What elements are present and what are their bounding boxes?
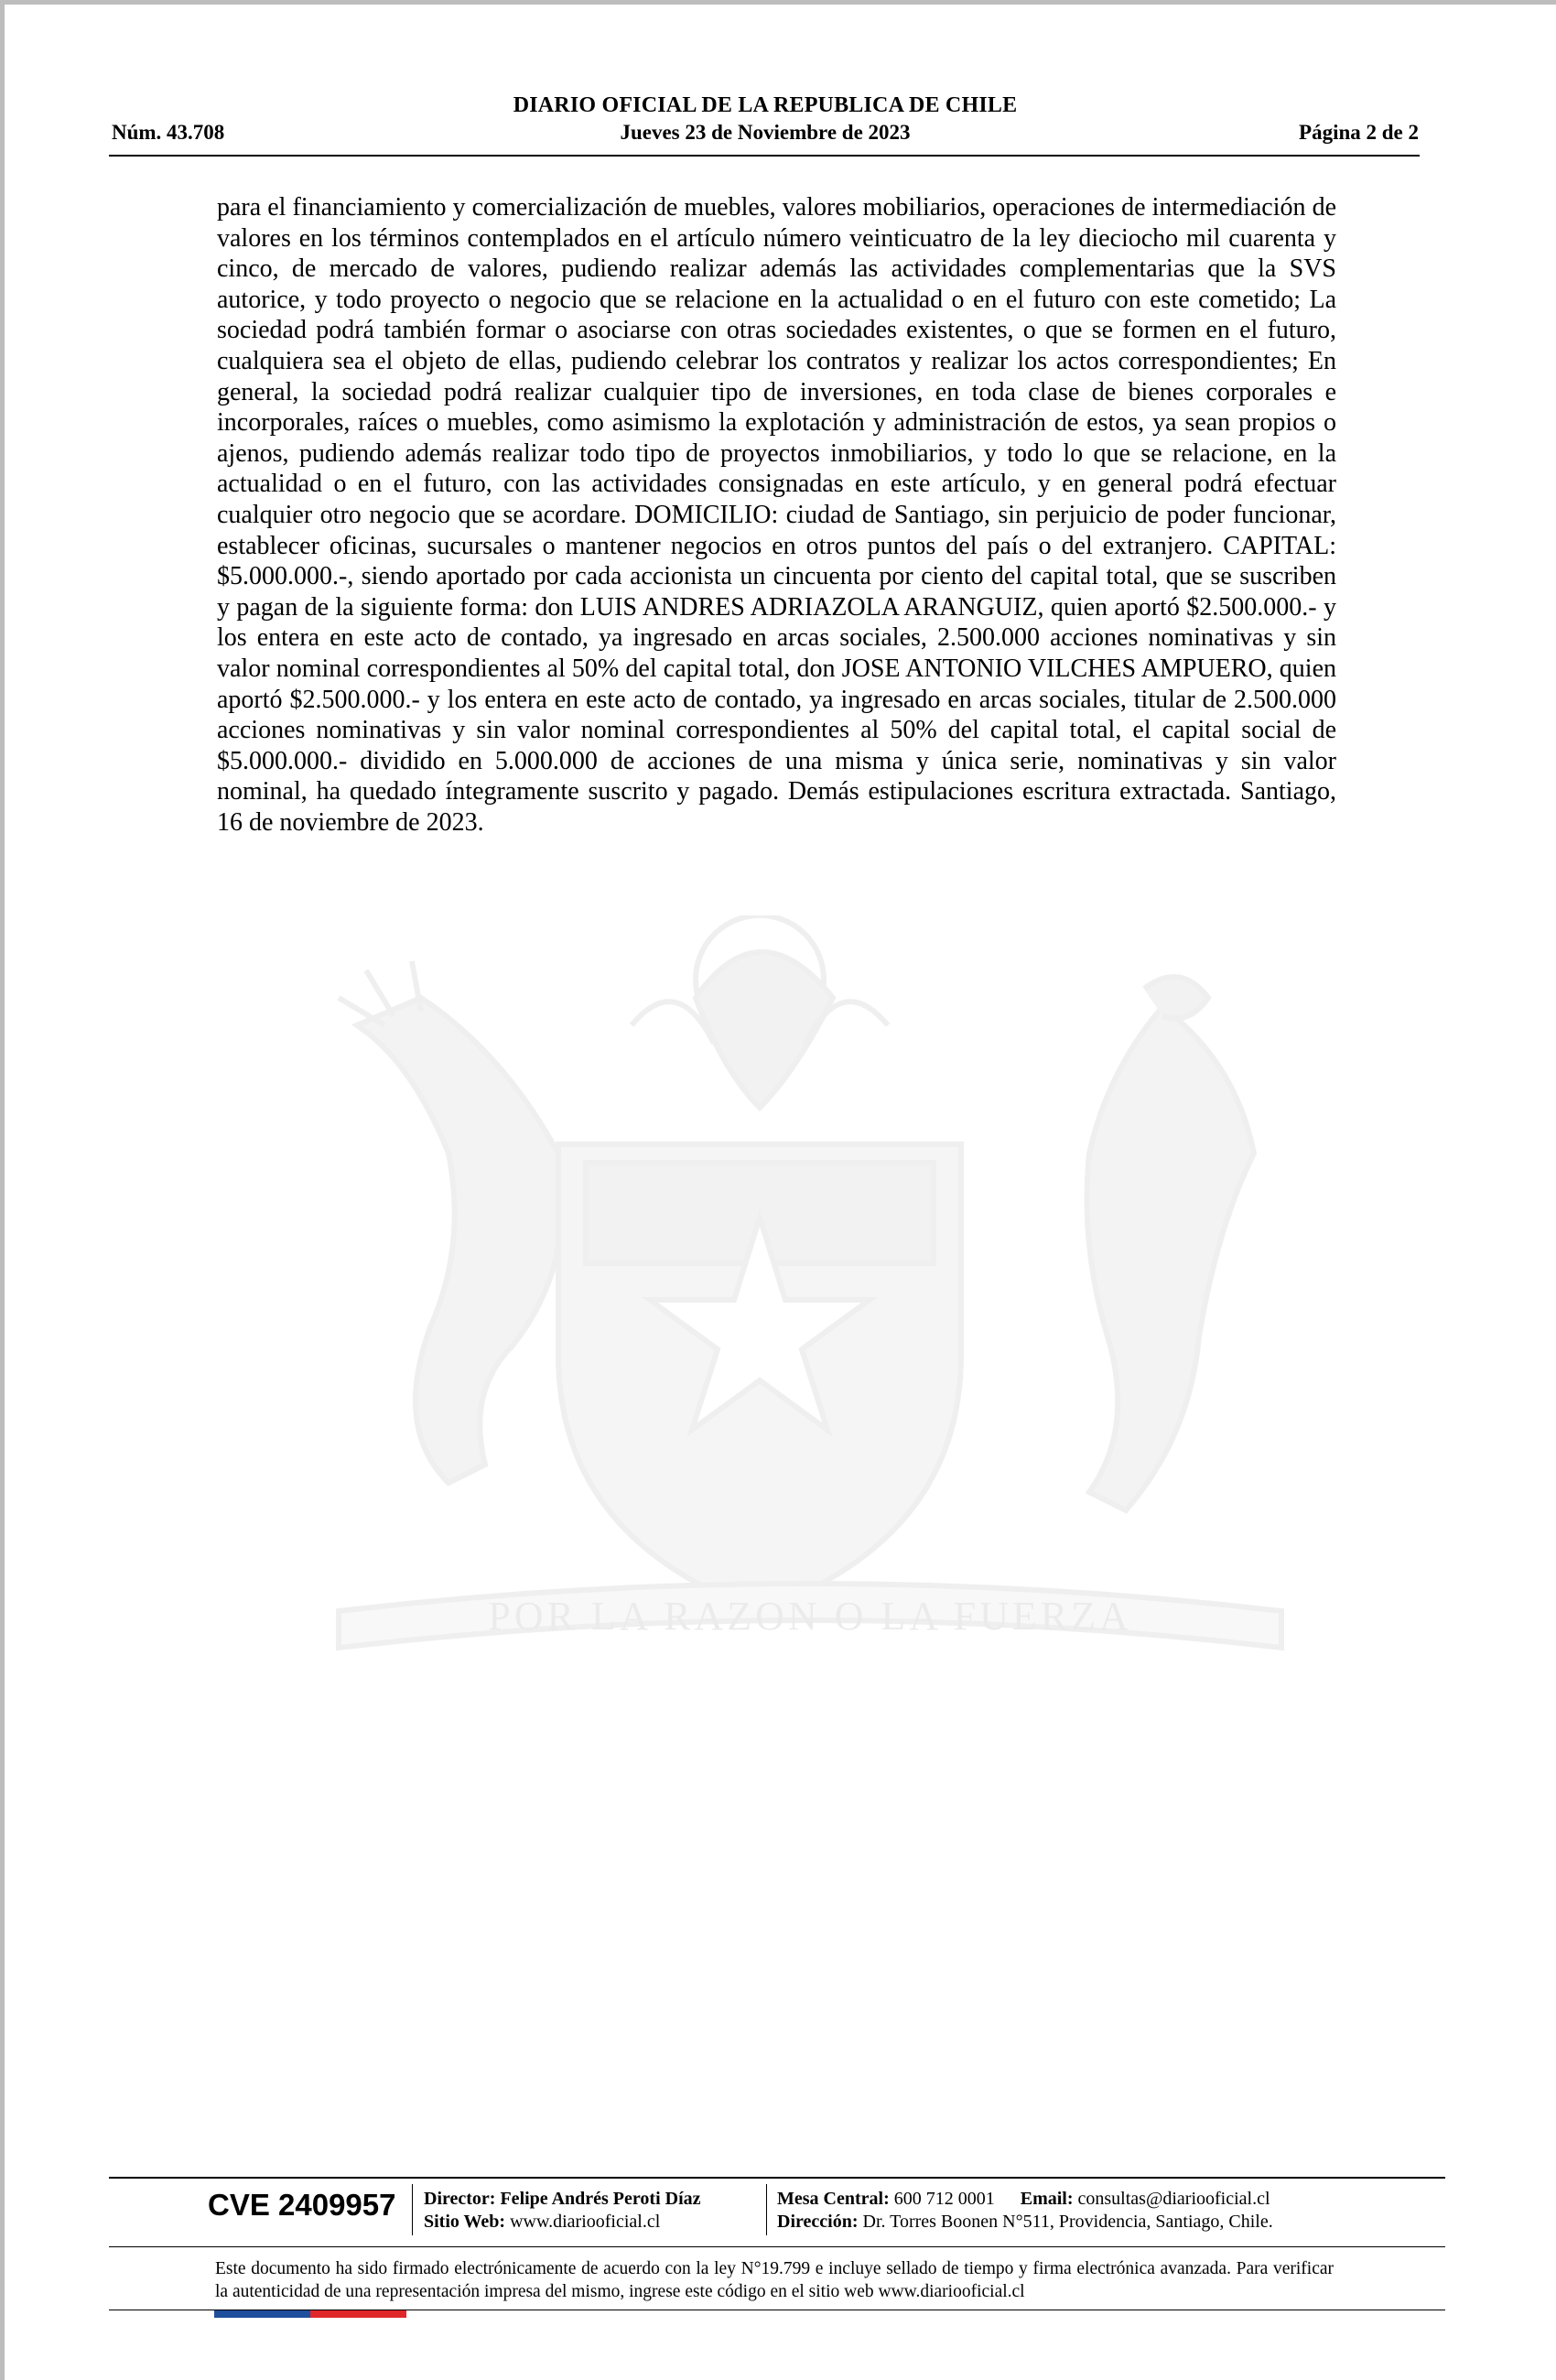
address-line xyxy=(777,2211,1273,2234)
director-name: Felipe Andrés Peroti Díaz xyxy=(500,2189,701,2209)
director-line xyxy=(424,2188,701,2211)
address-label: Dirección: xyxy=(777,2212,859,2232)
address-text: Dr. Torres Boonen N°511, Providencia, Santiago, Chile. xyxy=(862,2212,1273,2232)
flag-red-segment xyxy=(310,2310,406,2318)
phone-label: Mesa Central: xyxy=(777,2189,890,2209)
flag-blue-segment xyxy=(214,2310,310,2318)
website-link[interactable]: www.diariooficial.cl xyxy=(510,2212,661,2232)
contact-line xyxy=(777,2188,1270,2211)
page-border-top xyxy=(0,0,1556,5)
header-divider xyxy=(109,155,1420,157)
extract-body-paragraph: para el financiamiento y comercialización de muebles, valores mobiliarios, operaciones de intermediación de valores en los términos contemplados en el artículo número veinticuatro de la ley dieciocho mil cuarenta y cinco, de mercado de valores, pudiendo realizar además las actividades complementarias que la SVS autorice, y todo proyecto o negocio que se relacione en la actualidad o en el futuro con este cometido; La sociedad podrá también formar o asociarse con otras sociedades existentes, o que se formen en el futuro, cualquiera sea el objeto de ellas, pudiendo celebrar los contratos y realizar los actos correspondientes; En general, la sociedad podrá realizar cualquier tipo de inversiones, en toda clase de bienes corporales e incorporales, raíces o muebles, como asimismo la explotación y administración de estos, ya sean propios o ajenos, pudiendo además realizar todo tipo de proyectos inmobiliarios, y todo lo que se relacione, en la actualidad o en el futuro, con las actividades consignadas en este artículo, y en general podrá efectuar cualquier otro negocio que se acordare. DOMICILIO: ciudad de Santiago, sin perjuicio de poder funcionar, establecer oficinas, sucursales o mantener negocios en otros puntos del país o del extranjero. CAPITAL: $5.000.000.-, siendo aportado por cada accionista un cincuenta por ciento del capital total, que se suscriben y pagan de la siguiente forma: don LUIS ANDRES ADRIAZOLA ARANGUIZ, quien aportó $2.500.000.- y los entera en este acto de contado, ya ingresado en arcas sociales, 2.500.000 acciones nominativas y sin valor nominal correspondientes al 50% del capital total, don JOSE ANTONIO VILCHES AMPUERO, quien aportó $2.500.000.- y los entera en este acto de contado, ya ingresado en arcas sociales, titular de 2.500.000 acciones nominativas y sin valor nominal correspondientes al 50% del capital total, el capital social de $5.000.000.- dividido en 5.000.000 de acciones de una misma y única serie, nominativas y sin valor nominal, ha quedado íntegramente suscrito y pagado. Demás estipulaciones escritura extractada. Santiago, 16 de noviembre de 2023. xyxy=(217,193,1336,837)
legal-notice: Este documento ha sido firmado electrónicamente de acuerdo con la ley N°19.799 e incluye sellado de tiempo y firma electrónica avanzada. Para verificar la autenticidad de una representación impresa del mismo, ingrese este código en el sitio web www.diariooficial.cl xyxy=(215,2259,1334,2301)
flag-color-bar xyxy=(214,2310,406,2318)
email-link[interactable]: consultas@diariooficial.cl xyxy=(1077,2189,1270,2209)
publication-title: DIARIO OFICIAL DE LA REPUBLICA DE CHILE xyxy=(513,93,1018,117)
page-indicator: Página 2 de 2 xyxy=(1299,121,1419,144)
issue-date: Jueves 23 de Noviembre de 2023 xyxy=(620,121,911,144)
cve-code: CVE 2409957 xyxy=(208,2188,396,2222)
footer-divider-middle xyxy=(109,2246,1445,2247)
coat-of-arms-watermark xyxy=(284,915,1336,1703)
watermark-motto: POR LA RAZON O LA FUERZA xyxy=(488,1594,1132,1639)
director-label: Director: xyxy=(424,2189,496,2209)
phone-number: 600 712 0001 xyxy=(893,2189,995,2209)
page-border-left xyxy=(0,0,5,2380)
footer-separator xyxy=(412,2184,413,2235)
website-line xyxy=(424,2211,660,2234)
email-label: Email: xyxy=(1020,2189,1074,2209)
issue-number: Núm. 43.708 xyxy=(112,121,225,144)
footer-divider-top xyxy=(109,2177,1445,2179)
website-label: Sitio Web: xyxy=(424,2212,506,2232)
footer-separator xyxy=(766,2184,767,2235)
